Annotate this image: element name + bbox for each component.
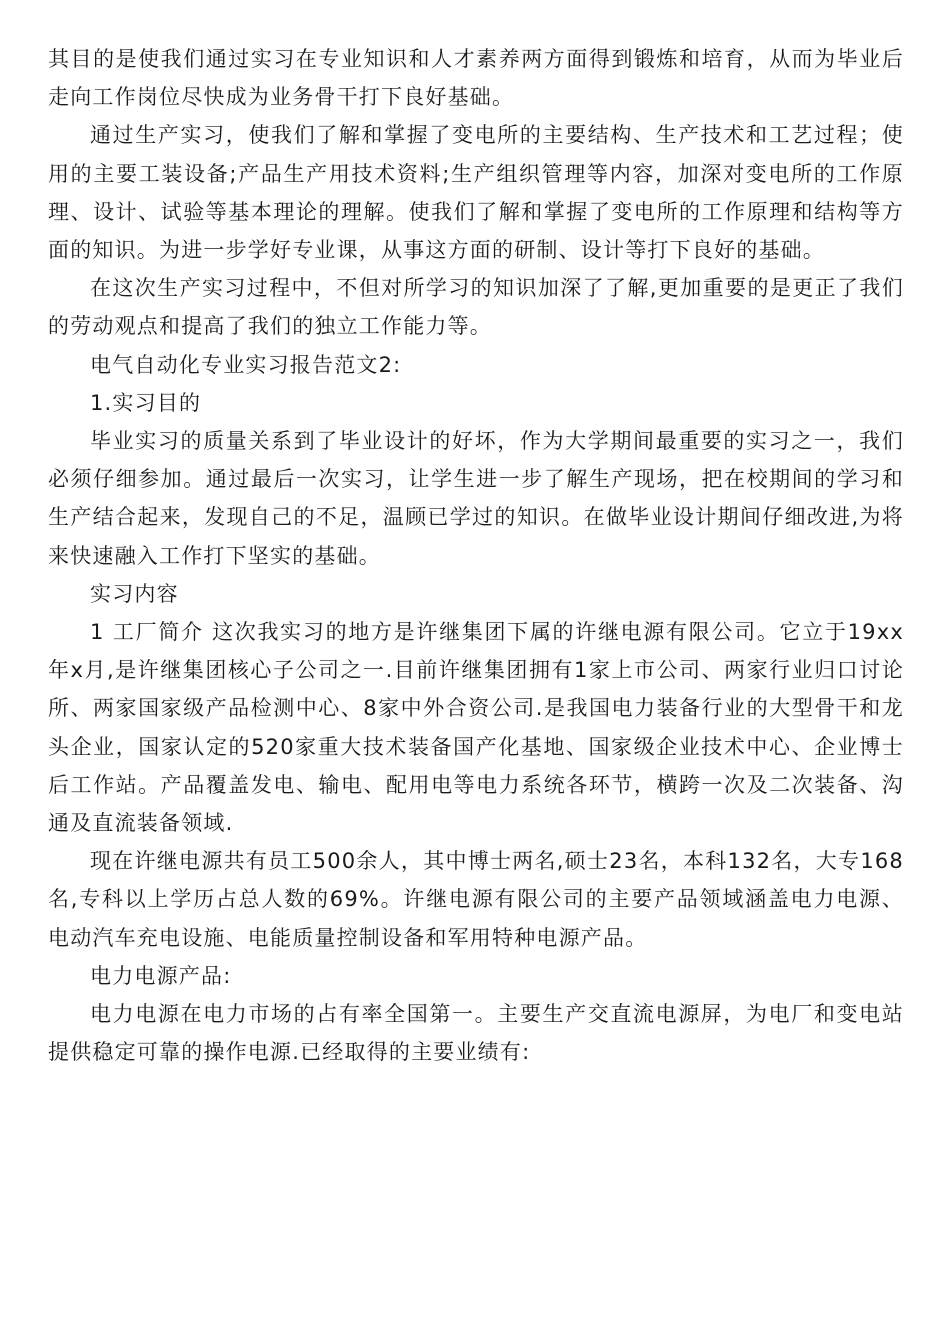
paragraph-graduation-internship: 毕业实习的质量关系到了毕业设计的好坏，作为大学期间最重要的实习之一，我们必须仔细参加。通过最后一次实习，让学生进一步了解生产现场，把在校期间的学习和生产结合起来，发现自己的不足，温顾已学过的知识。在做毕业设计期间仔细改进,为将来快速融入工作打下坚实的基础。 [48, 429, 904, 568]
paragraph-internship-process: 在这次生产实习过程中，不但对所学习的知识加深了了解,更加重要的是更正了我们的劳动观点和提高了我们的独立工作能力等。 [48, 276, 904, 339]
paragraph-staff: 现在许继电源共有员工500余人，其中博士两名,硕士23名，本科132名，大专168名,专科以上学历占总人数的69%。许继电源有限公司的主要产品领域涵盖电力电源、电动汽车充电设施、电能质量控制设备和军用特种电源产品。 [48, 849, 904, 950]
paragraph-purpose-continued: 其目的是使我们通过实习在专业知识和人才素养两方面得到锻炼和培育，从而为毕业后走向工作岗位尽快成为业务骨干打下良好基础。 [48, 47, 904, 110]
heading-internship-content: 实习内容 [90, 581, 179, 606]
section-title-sample-2: 电气自动化专业实习报告范文2: [90, 352, 402, 377]
heading-internship-purpose: 1.实习目的 [90, 390, 202, 415]
heading-power-products: 电力电源产品: [90, 963, 232, 988]
paragraph-factory-intro: 1 工厂简介 这次我实习的地方是许继集团下属的许继电源有限公司。它立于19xx年x月,是许继集团核心子公司之一.目前许继集团拥有1家上市公司、两家行业归口讨论所、两家国家级产品检测中心、8家中外合资公司.是我国电力装备行业的大型骨干和龙头企业，国家认定的520家重大技术装备国产化基地、国家级企业技术中心、企业博士后工作站。产品覆盖发电、输电、配用电等电力系统各环节，横跨一次及二次装备、沟通及直流装备领域. [48, 620, 904, 836]
document-body [48, 40, 904, 1071]
paragraph-power-market: 电力电源在电力市场的占有率全国第一。主要生产交直流电源屏，为电厂和变电站提供稳定可靠的操作电源.已经取得的主要业绩有: [48, 1002, 904, 1065]
paragraph-production-internship: 通过生产实习，使我们了解和掌握了变电所的主要结构、生产技术和工艺过程；使用的主要工装设备;产品生产用技术资料;生产组织管理等内容，加深对变电所的工作原理、设计、试验等基本理论的理解。使我们了解和掌握了变电所的工作原理和结构等方面的知识。为进一步学好专业课，从事这方面的研制、设计等打下良好的基础。 [48, 123, 904, 263]
